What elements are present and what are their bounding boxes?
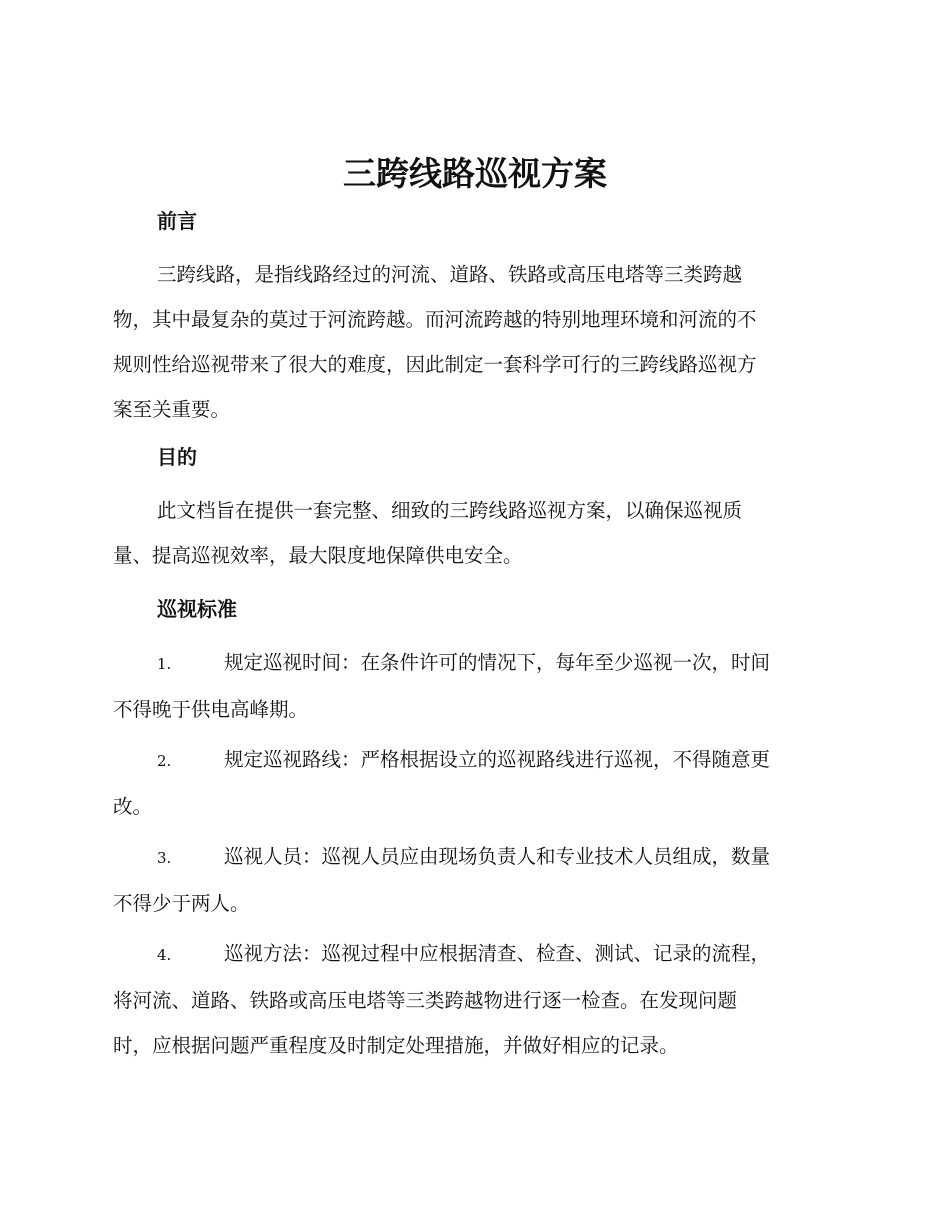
purpose-paragraph: [113, 488, 835, 578]
standard-item-number: 3.: [157, 849, 172, 867]
standard-item-text: 规定巡视时间：在条件许可的情况下，每年至少巡视一次，时间: [224, 651, 771, 674]
foreword-paragraph: [113, 252, 835, 432]
standard-item-1: [113, 640, 835, 732]
section-heading-purpose: 目的: [157, 445, 197, 469]
standard-item-text: 巡视人员：巡视人员应由现场负责人和专业技术人员组成，数量: [224, 845, 771, 868]
standard-item-number: 4.: [157, 946, 172, 964]
standard-item-number: 1.: [157, 655, 172, 673]
document-title: 三跨线路巡视方案: [343, 154, 607, 193]
section-heading-standards: 巡视标准: [157, 597, 237, 621]
standard-item-text-cont: 时，应根据问题严重程度及时制定处理措施，并做好相应的记录。: [113, 1034, 679, 1057]
foreword-line-2: 物，其中最复杂的莫过于河流跨越。而河流跨越的特别地理环境和河流的不: [113, 308, 757, 331]
standard-item-text-cont: 改。: [113, 795, 153, 818]
standard-item-text-cont: 将河流、道路、铁路或高压电塔等三类跨越物进行逐一检查。在发现问题: [113, 989, 738, 1012]
standard-item-number: 2.: [157, 752, 172, 770]
standard-item-text: 巡视方法：巡视过程中应根据清查、检查、测试、记录的流程，: [224, 942, 771, 965]
foreword-line-4: 案至关重要。: [113, 398, 231, 421]
standard-item-text: 规定巡视路线：严格根据设立的巡视路线进行巡视，不得随意更: [224, 748, 771, 771]
foreword-line-1: 三跨线路，是指线路经过的河流、道路、铁路或高压电塔等三类跨越: [157, 263, 743, 286]
purpose-line-1: 此文档旨在提供一套完整、细致的三跨线路巡视方案，以确保巡视质: [157, 499, 743, 522]
purpose-line-2: 量、提高巡视效率，最大限度地保障供电安全。: [113, 544, 523, 567]
standard-item-text-cont: 不得少于两人。: [113, 892, 250, 915]
standard-item-4: [113, 931, 835, 1068]
standard-item-3: [113, 834, 835, 926]
foreword-line-3: 规则性给巡视带来了很大的难度，因此制定一套科学可行的三跨线路巡视方: [113, 353, 757, 376]
standard-item-text-cont: 不得晚于供电高峰期。: [113, 698, 309, 721]
standard-item-2: [113, 737, 835, 829]
section-heading-foreword: 前言: [157, 209, 197, 233]
